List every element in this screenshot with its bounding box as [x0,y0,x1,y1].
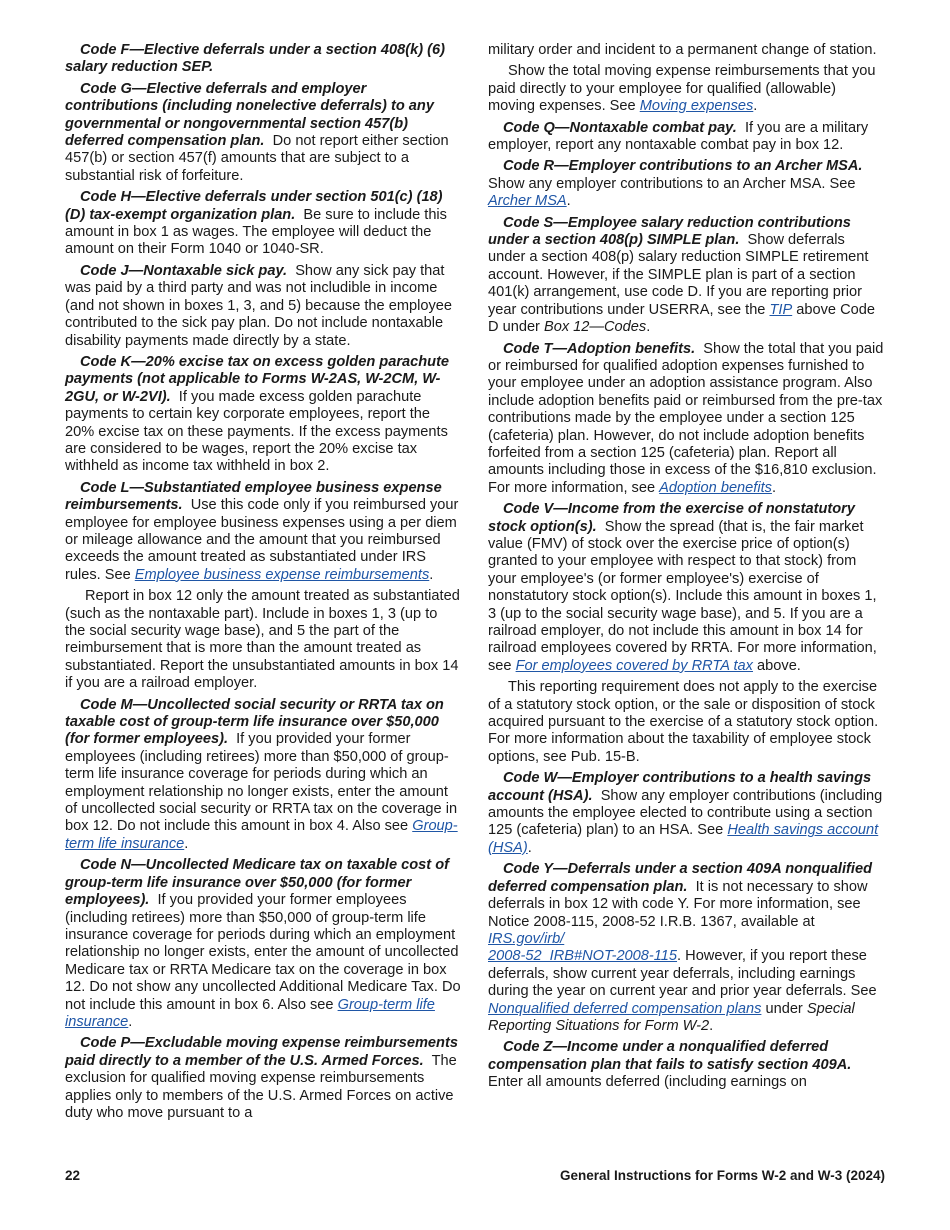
code-g: Code G—Elective deferrals and employer contributions (including nonelective deferrals) to any governmental or nongovernmental section 457(b) deferred compensation plan. Do not report either section 457(b) or section 457(f) amounts that are subject to a substantial risk of forfeiture. [65,80,449,184]
code-z: Code Z—Income under a nonqualified deferred compensation plan that fails to satisfy section 409A. Enter all amounts deferred (including earnings on [488,1039,852,1091]
code-f: Code F—Elective deferrals under a section 408(k) (6) salary reduction SEP. [65,42,445,76]
link-irb-notice[interactable]: IRS.gov/irb/ 2008-52_IRB#NOT-2008-115 [488,930,678,965]
link-hsa[interactable]: Health savings account (HSA) [488,822,879,856]
link-tip[interactable]: TIP [769,301,793,318]
code-j: Code J—Nontaxable sick pay. Show any sick pay that was paid by a third party and was not includible in income (and not shown in boxes 1, 3, and 5) because the employee contributed to the sick pay plan. Do not include nontaxable disability payments made directly by a state. [65,262,452,349]
code-s: Code S—Employee salary reduction contributions under a section 408(p) SIMPLE plan. Show deferrals under a section 408(p) salary reduction SIMPLE retirement account. However, if the SIMPLE plan is part of a section 401(k) arrangement, use code D. If you are reporting prior year contributions under USERRA, see the TIP above Code D under Box 12—Codes. [488,214,875,336]
code-k: Code K—20% excise tax on excess golden parachute payments (not applicable to Forms W-2AS, W-2CM, W-2GU, or W-2VI). If you made excess golden parachute payments to certain key corporate employees, report the 20% excise tax on these payments. If the excess payments are considered to be wages, report the 20% excise tax withheld as income tax withheld in box 2. [65,353,450,475]
page-number: 22 [65,1168,81,1183]
link-nonqualified-deferred-comp[interactable]: Nonqualified deferred compensation plans [488,1000,762,1017]
right-column [488,42,886,1092]
code-p-para2: Show the total moving expense reimbursements that you paid directly to your employee for qualified (allowable) moving expenses. See Moving expenses. [488,63,876,115]
link-group-term-life-insurance-2[interactable]: Group-term life insurance [65,996,435,1030]
link-rrta-tax[interactable]: For employees covered by RRTA tax [515,657,753,674]
code-y: Code Y—Deferrals under a section 409A nonqualified deferred compensation plan. It is not necessary to show deferrals in box 12 with code Y. For more information, see Notice 2008-115, 2008-52 I.R.B. 1367, available at IRS.gov/irb/ 2008-52_IRB#NOT-2008-115. However, if you report these deferrals, show current year deferrals, including earnings during the year on current year and prior year deferrals. See Nonqualified deferred compensation plans under Special Reporting Situations for Form W-2. [488,861,877,1034]
code-p: Code P—Excludable moving expense reimbursements paid directly to a member of the U.S. Armed Forces. The exclusion for qualified moving expense reimbursements applies only to members of the U.S. Armed Forces on active duty who move pursuant to a [65,1035,458,1121]
code-w: Code W—Employer contributions to a health savings account (HSA). Show any employer contributions (including amounts the employee elected to contribute using a section 125 (cafeteria) plan) to an HSA. See Health savings account (HSA). [488,770,883,856]
left-column [65,42,461,1122]
code-q: Code Q—Nontaxable combat pay. If you are a military employer, report any nontaxable combat pay in box 12. [488,119,869,154]
code-h: Code H—Elective deferrals under section 501(c) (18)(D) tax-exempt organization plan. Be sure to include this amount in box 1 as wages. The employee will deduct the amount on their Form 1040 or 1040-SR. [65,189,447,258]
code-m: Code M—Uncollected social security or RRTA tax on taxable cost of group-term life insurance over $50,000 (for former employees). If you provided your former employees (including retirees) more than $50,000 of group-term life insurance coverage for periods during which an employment relationship no longer exists, enter the amount of uncollected social security or RRTA tax on the coverage in box 12. Do not include this amount in box 4. Also see Group-term life insurance. [65,696,458,852]
footer-title: General Instructions for Forms W-2 and W-3 (2024) [559,1168,885,1183]
link-archer-msa[interactable]: Archer MSA [488,193,567,210]
code-p-continued: military order and incident to a permanent change of station. [488,42,877,58]
code-l-para2: Report in box 12 only the amount treated as substantiated (such as the nontaxable part). Include in boxes 1, 3 (up to the social security wage base), and 5 the part of the reimbursement that is more than the amount treated as substantiated. Report the unsubstantiated amounts in box 14 if you are a railroad employer. [65,588,460,692]
code-n: Code N—Uncollected Medicare tax on taxable cost of group-term life insurance over $50,000 (for former employees). If you provided your former employees (including retirees) more than $50,000 of group-term life insurance coverage for periods during which an employment relationship no longer exists, enter the amount of uncollected Medicare tax or RRTA Medicare tax on the coverage in box 12. Do not show any uncollected Additional Medicare Tax. Do not include this amount in box 6. Also see Group-term life insurance. [65,857,461,1030]
link-group-term-life-insurance[interactable]: Group-term life insurance [65,818,458,852]
link-employee-business-expense[interactable]: Employee business expense reimbursements [134,566,430,583]
code-t: Code T—Adoption benefits. Show the total that you paid or reimbursed for qualified adoption expenses furnished to your employee under an adoption assistance program. Also include adoption benefits paid or reimbursed from the pre-tax contributions made by the employee under a section 125 (cafeteria) plan. However, do not include adoption benefits forfeited from a section 125 (cafeteria) plan. Report all amounts including those in excess of the $16,810 exclusion. For more information, see Adoption benefits. [488,340,884,496]
link-moving-expenses[interactable]: Moving expenses [639,98,754,115]
code-r: Code R—Employer contributions to an Archer MSA. Show any employer contributions to an Archer MSA. See Archer MSA. [488,158,863,210]
code-v-para2: This reporting requirement does not apply to the exercise of a statutory stock option, or the sale or disposition of stock acquired pursuant to the exercise of a statutory stock option. For more information about the taxability of employee stock options, see Pub. 15-B. [488,679,879,765]
link-adoption-benefits[interactable]: Adoption benefits [659,479,772,496]
code-v: Code V—Income from the exercise of nonstatutory stock option(s). Show the spread (that is, the fair market value (FMV) of stock over the exercise price of option(s) granted to your employee with respect to that stock) from your employee's (or former employee's) exercise of nonstatutory stock option(s). Include this amount in boxes 1, 3 (up to the social security wage base), and 5. If you are a railroad employer, do not include this amount in box 14 for railroad employees covered by RRTA. For more information, see For employees covered by RRTA tax above. [488,501,877,674]
code-l: Code L—Substantiated employee business expense reimbursements. Use this code only if you reimbursed your employee for employee business expenses using a per diem or mileage allowance and the amount that you reimbursed exceeds the amount treated as substantiated under IRS rules. See Employee business expense reimbursements. [65,479,459,583]
